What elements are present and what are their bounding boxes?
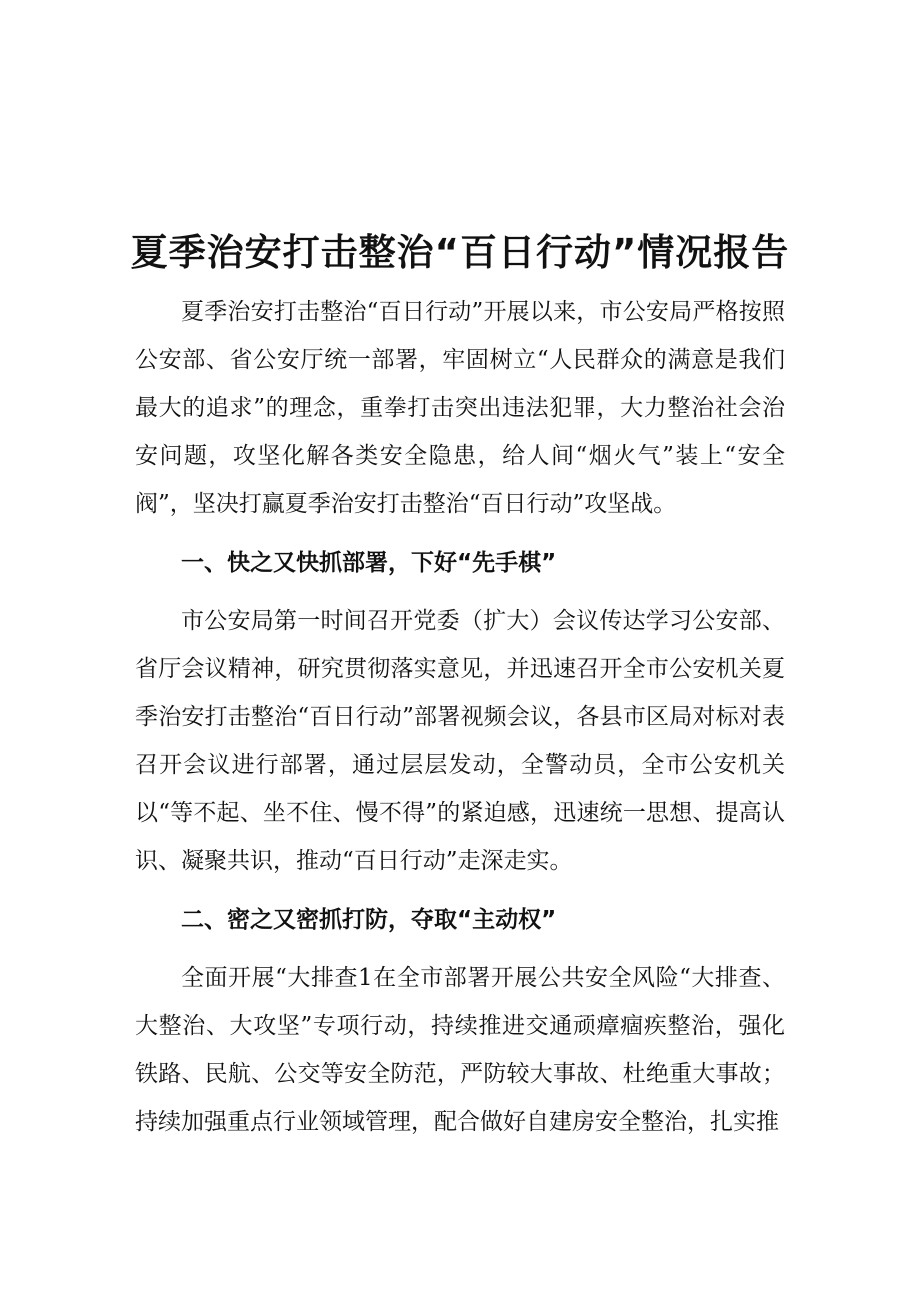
section-2-heading: 二、密之又密抓打防，夺取“主动权” xyxy=(181,907,557,933)
section-2-paragraph: 全面开展“大排查1在全市部署开展公共安全风险“大排查、大整治、大攻坚”专项行动，持续推进交通顽瘴痼疾整治，强化铁路、民航、公交等安全防范，严防较大事故、杜绝重大事故；持续加强重点行业领域管理，配合做好自建房安全整治，扎实推 xyxy=(135,965,785,1135)
document-title: 夏季治安打击整治“百日行动”情况报告 xyxy=(130,230,790,274)
document-body xyxy=(135,288,785,1146)
section-1-paragraph: 市公安局第一时间召开党委（扩大）会议传达学习公安部、省厅会议精神，研究贯彻落实意见，并迅速召开全市公安机关夏季治安打击整治“百日行动”部署视频会议，各县市区局对标对表召开会议进行部署，通过层层发动，全警动员，全市公安机关以“等不起、坐不住、慢不得”的紧迫感，迅速统一思想、提高认识、凝聚共识，推动“百日行动”走深走实。 xyxy=(135,608,785,874)
intro-paragraph: 夏季治安打击整治“百日行动”开展以来，市公安局严格按照公安部、省公安厅统一部署，牢固树立“人民群众的满意是我们最大的追求”的理念，重拳打击突出违法犯罪，大力整治社会治安问题，攻坚化解各类安全隐患，给人间“烟火气”装上“安全阀”，坚决打赢夏季治安打击整治“百日行动”攻坚战。 xyxy=(135,299,785,517)
section-1-heading: 一、快之又快抓部署，下好“先手棋” xyxy=(181,550,557,576)
